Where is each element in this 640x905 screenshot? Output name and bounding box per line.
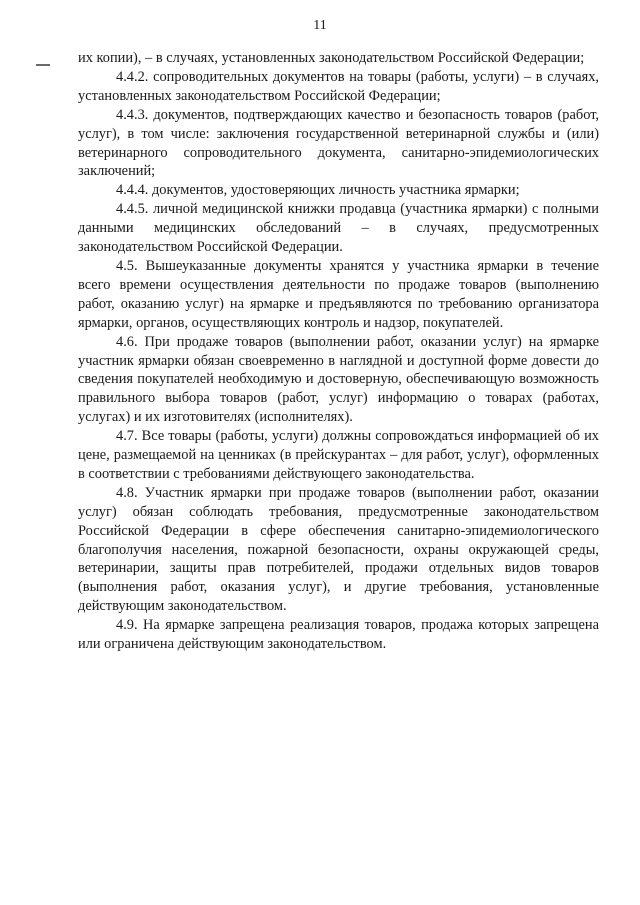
paragraph-4-7: 4.7. Все товары (работы, услуги) должны сопровождаться информацией об их цене, размещаемой на ценниках (в прейскурантах – для работ, услуг), оформленных в соответствии с требованиями действующего законодательства.: [78, 428, 599, 482]
document-body: [78, 49, 599, 654]
paragraph-4-6: 4.6. При продаже товаров (выполнении работ, оказании услуг) на ярмарке участник ярмарки обязан своевременно в наглядной и доступной форме довести до сведения покупателей необходимую и достоверную, обеспечивающую возможность правильного выбора товаров (работ, услуг) информацию о товарах (работах, услугах) и их изготовителях (исполнителях).: [78, 333, 599, 426]
paragraph-4-5: 4.5. Вышеуказанные документы хранятся у участника ярмарки в течение всего времени осуществления деятельности по продаже товаров (выполнению работ, оказанию услуг) на ярмарке и предъявляются по требованию организатора ярмарки, органов, осуществляющих контроль и надзор, покупателей.: [78, 257, 599, 331]
paragraph-4-4-2: 4.4.2. сопроводительных документов на товары (работы, услуги) – в случаях, установленных законодательством Российской Федерации;: [78, 68, 599, 104]
paragraph-4-4-4: 4.4.4. документов, удостоверяющих личность участника ярмарки;: [116, 182, 520, 199]
paragraph-4-4-3: 4.4.3. документов, подтверждающих качество и безопасность товаров (работ, услуг), в том числе: заключения государственной ветеринарной службы и (или) ветеринарного сопроводительного документа, санитарно-эпидемиологических заключений;: [78, 106, 599, 180]
paragraph-continuation: их копии), – в случаях, установленных законодательством Российской Федерации;: [78, 50, 585, 66]
scan-mark: [36, 64, 50, 66]
paragraph-4-8: 4.8. Участник ярмарки при продаже товаров (выполнении работ, оказании услуг) обязан соблюдать требования, предусмотренные законодательством Российской Федерации в сфере обеспечения санитарно-эпидемиологического благополучия населения, пожарной безопасности, охраны окружающей среды, ветеринарии, защиты прав потребителей, продажи отдельных видов товаров (выполнения работ, оказания услуг), и другие требования, установленные действующим законодательством.: [78, 484, 599, 615]
page-number: 11: [313, 18, 327, 33]
paragraph-4-4-5: 4.4.5. личной медицинской книжки продавца (участника ярмарки) с полными данными медицинских обследований – в случаях, предусмотренных законодательством Российской Федерации.: [78, 201, 599, 256]
paragraph-4-9: 4.9. На ярмарке запрещена реализация товаров, продажа которых запрещена или ограничена действующим законодательством.: [78, 617, 599, 653]
